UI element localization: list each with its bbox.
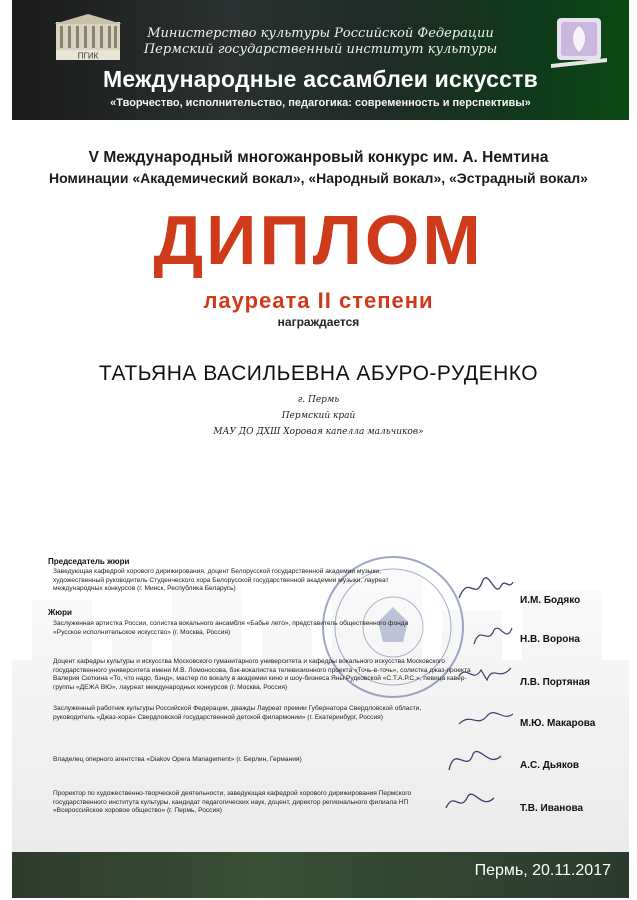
signature xyxy=(440,786,500,816)
awarded-label: награждается xyxy=(277,315,360,329)
ministry-line: Министерство культуры Российской Федерации xyxy=(147,26,494,41)
nominations: Номинации «Академический вокал», «Народный вокал», «Эстрадный вокал» xyxy=(49,170,588,186)
laureate-degree: лауреата II степени xyxy=(203,288,434,313)
footer-band xyxy=(12,852,629,898)
jury-member-name: А.С. Дьяков xyxy=(520,760,580,771)
assembly-emblem xyxy=(551,14,607,68)
jury-member-name: Т.В. Иванова xyxy=(520,803,584,814)
recipient-region: Пермский край xyxy=(281,411,356,421)
signature xyxy=(455,702,517,732)
signature xyxy=(455,658,515,690)
jury-member-name: М.Ю. Макарова xyxy=(520,718,596,729)
svg-text:ПГИК: ПГИК xyxy=(77,51,99,60)
institute-line: Пермский государственный институт культуры xyxy=(143,42,498,57)
assembly-subtitle: «Творчество, исполнительство, педагогика: современность и перспективы» xyxy=(110,97,531,109)
jury-member-desc: Проректор по художественно-творческой деятельности, заведующая кафедрой хорового дирижирования Пермского государственного института культуры, кандидат педагогических наук, доцент, директор регионального филиала НП «Всероссийское хоровое общество» (г. Пермь, Россия) xyxy=(53,790,412,815)
jury-label: Жюри xyxy=(48,608,72,617)
header-banner xyxy=(12,0,629,120)
jury-member-desc: Заслуженная артистка России, солистка вокального ансамбля «Бабье лето», представитель общественного фонда «Русское исполнительское искусство» (г. Москва, Россия) xyxy=(53,620,409,636)
jury-member-desc: Владелец оперного агентства «Diakov Opera Management» (г. Берлин, Германия) xyxy=(53,756,302,763)
jury-member-name: И.М. Бодяко xyxy=(520,595,581,606)
jury-chair-label: Председатель жюри xyxy=(48,557,130,566)
recipient-school: МАУ ДО ДХШ Хоровая капелла мальчиков» xyxy=(213,427,424,437)
jury-member-desc: Заслуженный работник культуры Российской Федерации, дважды Лауреат премии Губернатора Свердловской области, руководитель «Джаз-хора» Свердловской государственной детской филармонии» (г. Екатеринбург, Россия) xyxy=(53,705,422,721)
jury-member-desc: Доцент кафедры культуры и искусства Московского гуманитарного университета и кафедры вокального искусства Московского государственного университета имени М.В. Ломоносова, бэк-вокалистка телевизионного проекта «Точь-в-точь», солистка джаз-проекта Валерия Сюткина «То, что надо, бэнд», мастер по вокалу в академии кино и шоу-бизнеса Яны Рудковской «С.Т.А.Р.С.», певица кавер-группы «ДЕЖА ВЮ», лауреат международных конкурсов (г. Москва, Россия) xyxy=(53,658,471,691)
recipient-name: ТАТЬЯНА ВАСИЛЬЕВНА АБУРО-РУДЕНКО xyxy=(98,362,539,385)
recipient-city: г. Пермь xyxy=(297,395,340,405)
signature xyxy=(455,568,515,608)
jury-member-name: Н.В. Ворона xyxy=(520,634,580,645)
signature xyxy=(470,620,515,650)
issue-date: Пермь, 20.11.2017 xyxy=(474,862,611,879)
contest-title: V Международный многожанровый конкурс им. А. Немтина xyxy=(88,149,549,166)
signature xyxy=(445,740,505,776)
jury-member-name: Л.В. Портяная xyxy=(520,677,591,688)
diploma-heading: ДИПЛОМ xyxy=(153,201,484,279)
assembly-title: Международные ассамблеи искусств xyxy=(103,66,538,92)
jury-member-desc: Заведующая кафедрой хорового дирижирования, доцент Белорусской государственной академии музыки, художественный руководитель Студенческого хора Белорусской государственной академии музыки, лауреат международных конкурсов (г. Минск, Республика Беларусь) xyxy=(53,568,389,593)
